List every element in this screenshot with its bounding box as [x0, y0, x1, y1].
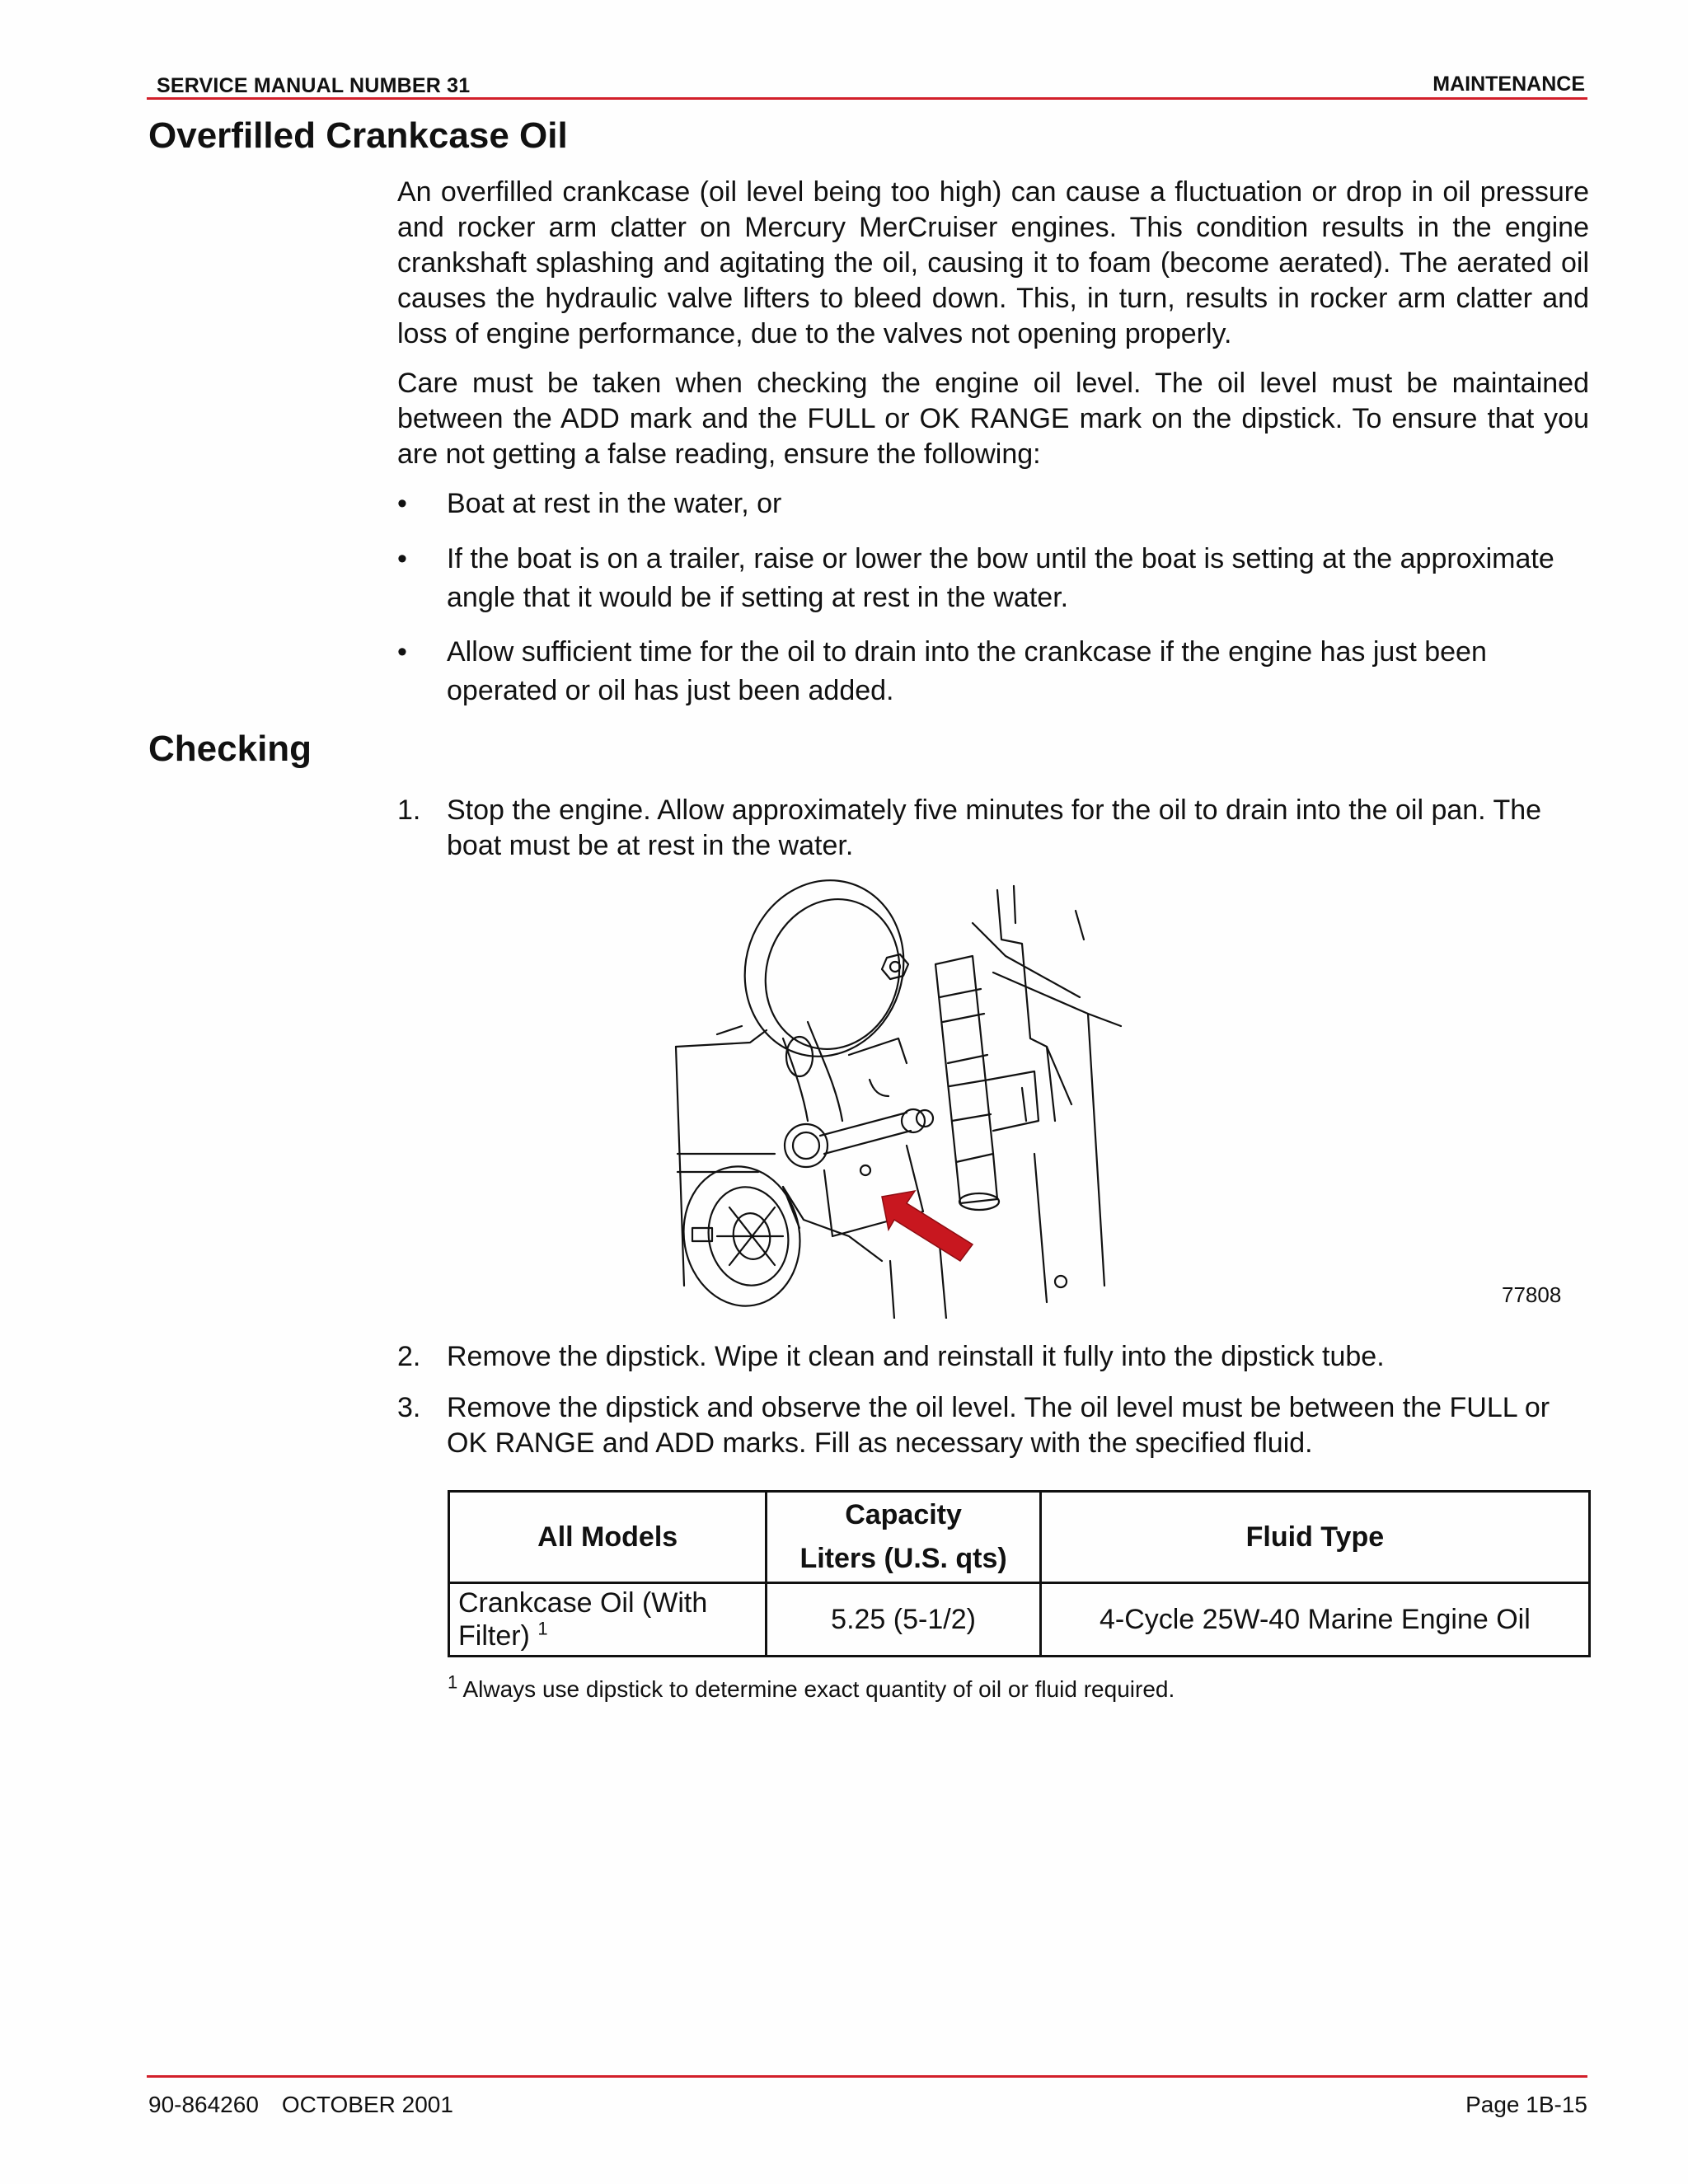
step-text: Remove the dipstick and observe the oil level. The oil level must be between the FULL or OK RANGE and ADD marks. Fill as necessary with the specified fluid.: [447, 1392, 1550, 1459]
footnote-text: Always use dipstick to determine exact quantity of oil or fluid required.: [462, 1676, 1175, 1702]
bullet-item: [397, 633, 1589, 710]
footer-doc-info: [148, 2092, 453, 2118]
bullet-item: [397, 485, 1589, 523]
step-item: [397, 793, 1589, 864]
bullet-text: Allow sufficient time for the oil to drain into the crankcase if the engine has just been operated or oil has just been added.: [447, 636, 1487, 706]
footnote-marker: 1: [448, 1671, 458, 1693]
header-section-name: MAINTENANCE: [1432, 73, 1585, 96]
step-item: [397, 1390, 1589, 1461]
bullet-item: [397, 540, 1589, 617]
table-header-row: [449, 1492, 1590, 1583]
cell-model-text: Crankcase Oil (With Filter): [458, 1587, 708, 1652]
paragraph-1: [397, 175, 1589, 352]
cell-model: [449, 1583, 767, 1657]
paragraph-1-text: An overfilled crankcase (oil level being too high) can cause a fluctuation or drop in oil pressure and rocker arm clatter on Mercury MerCruiser engines. This condition results in the engine crankshaft splashing and agitating the oil, causing it to foam (become aerated). The aerated oil causes the hydraulic valve lifters to bleed down. This, in turn, results in rocker arm clatter and loss of engine performance, due to the valves not opening properly.: [397, 176, 1589, 349]
engine-dipstick-illustration: [659, 874, 1154, 1319]
bullet-dot: •: [397, 488, 407, 519]
table-row: [449, 1583, 1590, 1657]
footer-rule: [147, 2075, 1587, 2078]
footer-page-number: Page 1B-15: [1465, 2092, 1587, 2117]
step-text: Remove the dipstick. Wipe it clean and reinstall it fully into the dipstick tube.: [447, 1341, 1385, 1372]
bullet-dot: •: [397, 636, 407, 668]
header-manual-title: SERVICE MANUAL NUMBER 31: [157, 74, 471, 97]
cell-fluid-type: 4-Cycle 25W-40 Marine Engine Oil: [1040, 1583, 1589, 1657]
header-capacity: [767, 1492, 1040, 1583]
paragraph-2-text: Care must be taken when checking the engine oil level. The oil level must be maintained between the ADD mark and the FULL or OK RANGE mark on the dipstick. To ensure that you are not getting a false reading, ensure the following:: [397, 368, 1589, 470]
header-rule: [147, 97, 1587, 100]
header-all-models: All Models: [449, 1492, 767, 1583]
step-number: 1.: [397, 794, 421, 826]
header-capacity-line1: Capacity: [845, 1499, 962, 1530]
step-text: Stop the engine. Allow approximately five minutes for the oil to drain into the oil pan. The boat must be at rest in the water.: [447, 794, 1542, 861]
step-number: 3.: [397, 1392, 421, 1423]
figure-id: 77808: [1502, 1282, 1562, 1307]
cell-footnote-ref: 1: [537, 1618, 548, 1639]
section-title-checking: Checking: [148, 729, 312, 769]
footer-doc-number: 90-864260: [148, 2092, 259, 2117]
bullet-dot: •: [397, 543, 407, 574]
header-capacity-line2: Liters (U.S. qts): [799, 1543, 1007, 1574]
table-footnote: [448, 1671, 1175, 1703]
paragraph-2: [397, 366, 1589, 472]
oil-capacity-table: [448, 1490, 1591, 1657]
cell-capacity: 5.25 (5-1/2): [767, 1583, 1040, 1657]
step-number: 2.: [397, 1341, 421, 1372]
footer-date: OCTOBER 2001: [281, 2092, 453, 2117]
step-item: [397, 1339, 1589, 1375]
bullet-text: If the boat is on a trailer, raise or lower the bow until the boat is setting at the approximate angle that it would be if setting at rest in the water.: [447, 543, 1554, 613]
bullet-text: Boat at rest in the water, or: [447, 488, 782, 519]
header-fluid-type: Fluid Type: [1040, 1492, 1589, 1583]
section-title-overfilled: Overfilled Crankcase Oil: [148, 115, 568, 156]
